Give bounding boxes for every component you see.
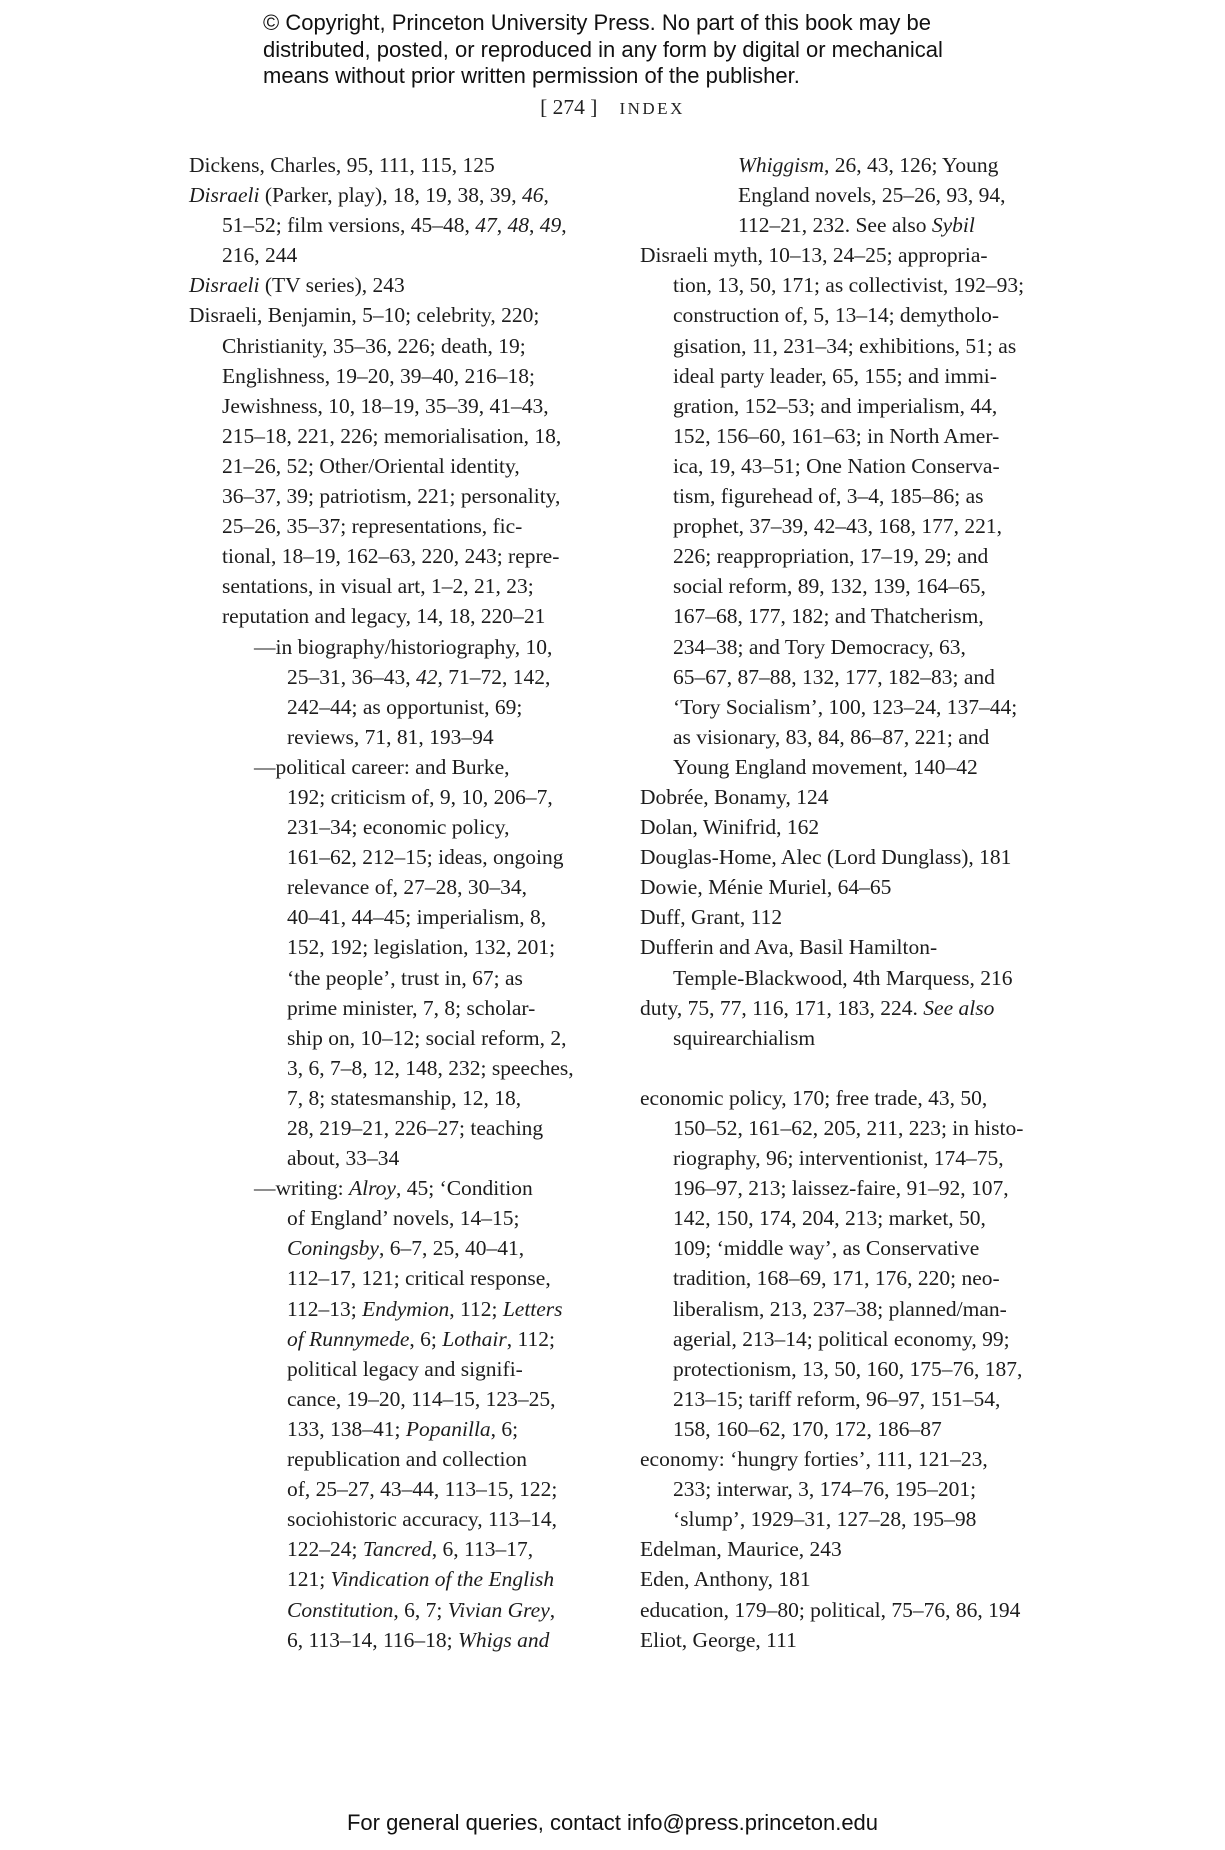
index-subentry: —in biography/historiography, 10, 25–31, 36–43, 42, 71–72, 142, 242–44; as opportunist, 69; reviews, 71, 81, 193–94 <box>254 634 553 749</box>
index-entry: economy: ‘hungry forties’, 111, 121–23, 233; interwar, 3, 174–76, 195–201; ‘slump’, 1929–31, 127–28, 195–98 <box>640 1447 988 1532</box>
index-entry: Dufferin and Ava, Basil Hamilton- Temple-Blackwood, 4th Marquess, 216 <box>640 935 1013 990</box>
index-entry: economic policy, 170; free trade, 43, 50, 150–52, 161–62, 205, 211, 223; in histo- riography, 96; interventionist, 174–75, 196–97, 213; laissez-faire, 91–92, 107, 142, 150, 174, 204, 213; market, 50, 109; ‘middle way’, as Conservative tradition, 168–69, 171, 176, 220; neo- liberalism, 213, 237–38; planned/man- agerial, 213–14; political economy, 99; protectionism, 13, 50, 160, 175–76, 187, 213–15; tariff reform, 96–97, 151–54, 158, 160–62, 170, 172, 186–87 <box>640 1085 1024 1441</box>
footer-contact: For general queries, contact info@press.princeton.edu <box>346 1810 879 1835</box>
index-entry: duty, 75, 77, 116, 171, 183, 224. See also squirearchialism <box>640 995 995 1050</box>
section-title: INDEX <box>619 99 685 118</box>
index-entry: Dobrée, Bonamy, 124 <box>640 784 829 809</box>
copyright-line: © Copyright, Princeton University Press. No part of this book may be <box>263 10 931 35</box>
index-entry: Eden, Anthony, 181 <box>640 1567 811 1592</box>
copyright-notice <box>263 10 1023 90</box>
index-entry: Edelman, Maurice, 243 <box>640 1537 842 1562</box>
index-entry: Douglas-Home, Alec (Lord Dunglass), 181 <box>640 845 1012 870</box>
index-entry: Disraeli, Benjamin, 5–10; celebrity, 220; Christianity, 35–36, 226; death, 19; Englishness, 19–20, 39–40, 216–18; Jewishness, 10, 18–19, 35–39, 41–43, 215–18, 221, 226; memorialisation, 18, 21–26, 52; Other/Oriental identity, 36–37, 39; patriotism, 221; personality, 25–26, 35–37; representations, fic- tional, 18–19, 162–63, 220, 243; repre- sentations, in visual art, 1–2, 21, 23; reputation and legacy, 14, 18, 220–21 <box>189 303 562 629</box>
copyright-line: means without prior written permission of the publisher. <box>263 63 800 88</box>
index-subentry: —political career: and Burke, 192; criticism of, 9, 10, 206–7, 231–34; economic policy, 161–62, 212–15; ideas, ongoing relevance of, 27–28, 30–34, 40–41, 44–45; imperialism, 8, 152, 192; legislation, 132, 201; ‘the people’, trust in, 67; as prime minister, 7, 8; scholar- ship on, 10–12; social reform, 2, 3, 6, 7–8, 12, 148, 232; speeches, 7, 8; statesmanship, 12, 18, 28, 219–21, 226–27; teaching about, 33–34 <box>254 754 574 1171</box>
index-column-left <box>189 150 614 1655</box>
entry-spacer <box>640 1053 1070 1083</box>
copyright-line: distributed, posted, or reproduced in any form by digital or mechanical <box>263 36 943 62</box>
index-entry: Dolan, Winifrid, 162 <box>640 815 820 840</box>
index-entry: Eliot, George, 111 <box>640 1627 797 1652</box>
running-head <box>0 94 1225 122</box>
page-number: [ 274 ] <box>540 95 598 119</box>
index-entry: Whiggism, 26, 43, 126; Young England novels, 25–26, 93, 94, 112–21, 232. See also Sybil <box>738 153 1006 238</box>
index-entry: Disraeli (TV series), 243 <box>189 273 405 298</box>
index-entry: Disraeli (Parker, play), 18, 19, 38, 39, 46, 51–52; film versions, 45–48, 47, 48, 49, 216, 244 <box>189 183 567 268</box>
index-subentry: —writing: Alroy, 45; ‘Condition of England’ novels, 14–15; Coningsby, 6–7, 25, 40–41, 112–17, 121; critical response, 112–13; Endymion, 112; Letters of Runnymede, 6; Lothair, 112; political legacy and signifi- cance, 19–20, 114–15, 123–25, 133, 138–41; Popanilla, 6; republication and collection of, 25–27, 43–44, 113–15, 122; sociohistoric accuracy, 113–14, 122–24; Tancred, 6, 113–17, 121; Vindication of the English Constitution, 6, 7; Vivian Grey, 6, 113–14, 116–18; Whigs and <box>254 1176 563 1652</box>
index-entry: Dickens, Charles, 95, 111, 115, 125 <box>189 153 495 177</box>
index-entry: Disraeli myth, 10–13, 24–25; appropria- tion, 13, 50, 171; as collectivist, 192–93; construction of, 5, 13–14; demytholo- gisation, 11, 231–34; exhibitions, 51; as ideal party leader, 65, 155; and immi- gration, 152–53; and imperialism, 44, 152, 156–60, 161–63; in North Amer- ica, 19, 43–51; One Nation Conserva- tism, figurehead of, 3–4, 185–86; as prophet, 37–39, 42–43, 168, 177, 221, 226; reappropriation, 17–19, 29; and social reform, 89, 132, 139, 164–65, 167–68, 177, 182; and Thatcherism, 234–38; and Tory Democracy, 63, 65–67, 87–88, 132, 177, 182–83; and ‘Tory Socialism’, 100, 123–24, 137–44; as visionary, 83, 84, 86–87, 221; and Young England movement, 140–42 <box>640 243 1025 779</box>
index-entry: Duff, Grant, 112 <box>640 905 783 930</box>
index-column-right <box>640 150 1070 1655</box>
index-entry: Dowie, Ménie Muriel, 64–65 <box>640 875 892 900</box>
index-entry: education, 179–80; political, 75–76, 86, 194 <box>640 1597 1021 1622</box>
